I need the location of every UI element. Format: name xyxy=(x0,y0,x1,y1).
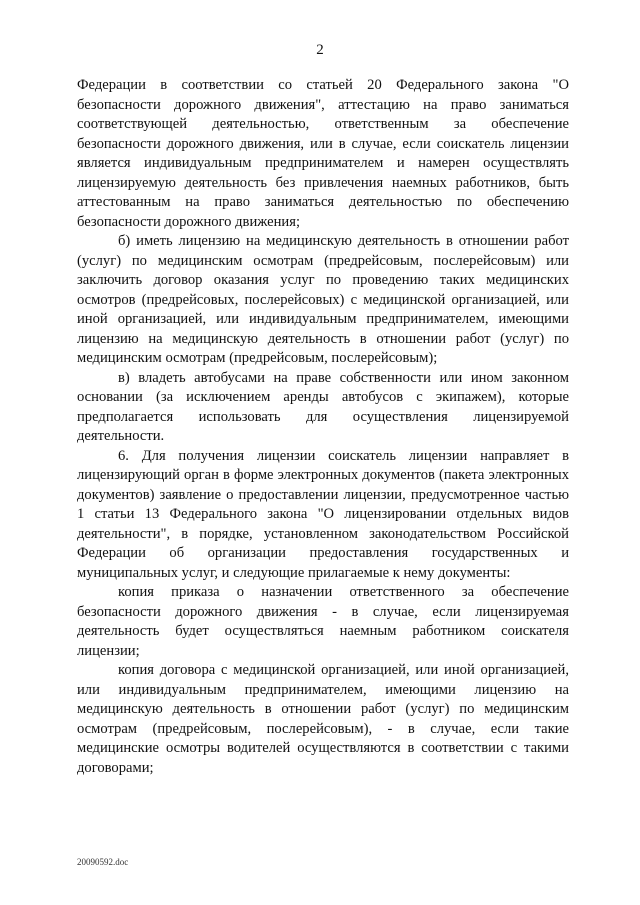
document-body xyxy=(77,76,569,778)
paragraph: Федерации в соответствии со статьей 20 Федерального закона "О безопасности дорожного движения", аттестацию на право заниматься соответствующей деятельностью, ответственным за обеспечение безопасности дорожного движения, или в случае, если соискатель лицензии является индивидуальным предпринимателем и намерен осуществлять лицензируемую деятельность без привлечения наемных работников, быть аттестованным на право заниматься деятельностью по обеспечению безопасности дорожного движения; xyxy=(77,77,569,230)
paragraph-document-item: копия приказа о назначении ответственного за обеспечение безопасности дорожного движения - в случае, если лицензируемая деятельность будет осуществляться наемным работником соискателя лицензии; xyxy=(77,584,569,659)
paragraph-clause-6: 6. Для получения лицензии соискатель лицензии направляет в лицензирующий орган в форме электронных документов (пакета электронных документов) заявление о предоставлении лицензии, предусмотренное частью 1 статьи 13 Федерального закона "О лицензировании отдельных видов деятельности", в порядке, установленном законодательством Российской Федерации об организации предоставления государственных и муниципальных услуг, и следующие прилагаемые к нему документы: xyxy=(77,447,569,581)
footer-filename: 20090592.doc xyxy=(77,857,129,867)
page-number: 2 xyxy=(316,42,324,58)
paragraph-item-b: б) иметь лицензию на медицинскую деятельность в отношении работ (услуг) по медицинским осмотрам (предрейсовым, послерейсовым) или заключить договор оказания услуг по проведению таких медицинских осмотров (предрейсовых, послерейсовых) с медицинской организацией, или иной организацией, или индивидуальным предпринимателем, имеющими лицензию на медицинскую деятельность в отношении работ (услуг) по медицинским осмотрам (предрейсовым, послерейсовым); xyxy=(77,233,569,366)
paragraph-item-v: в) владеть автобусами на праве собственности или ином законном основании (за исключением аренды автобусов с экипажем), которые предполагается использовать для осуществления лицензируемой деятельности. xyxy=(77,369,569,444)
paragraph-document-item: копия договора с медицинской организацией, или иной организацией, или индивидуальным предпринимателем, имеющими лицензию на медицинскую деятельность в отношении работ (услуг) по медицинским осмотрам (предрейсовым, послерейсовым), - в случае, если такие медицинские осмотры водителей осуществляются в соответствии с такими договорами; xyxy=(77,662,569,776)
